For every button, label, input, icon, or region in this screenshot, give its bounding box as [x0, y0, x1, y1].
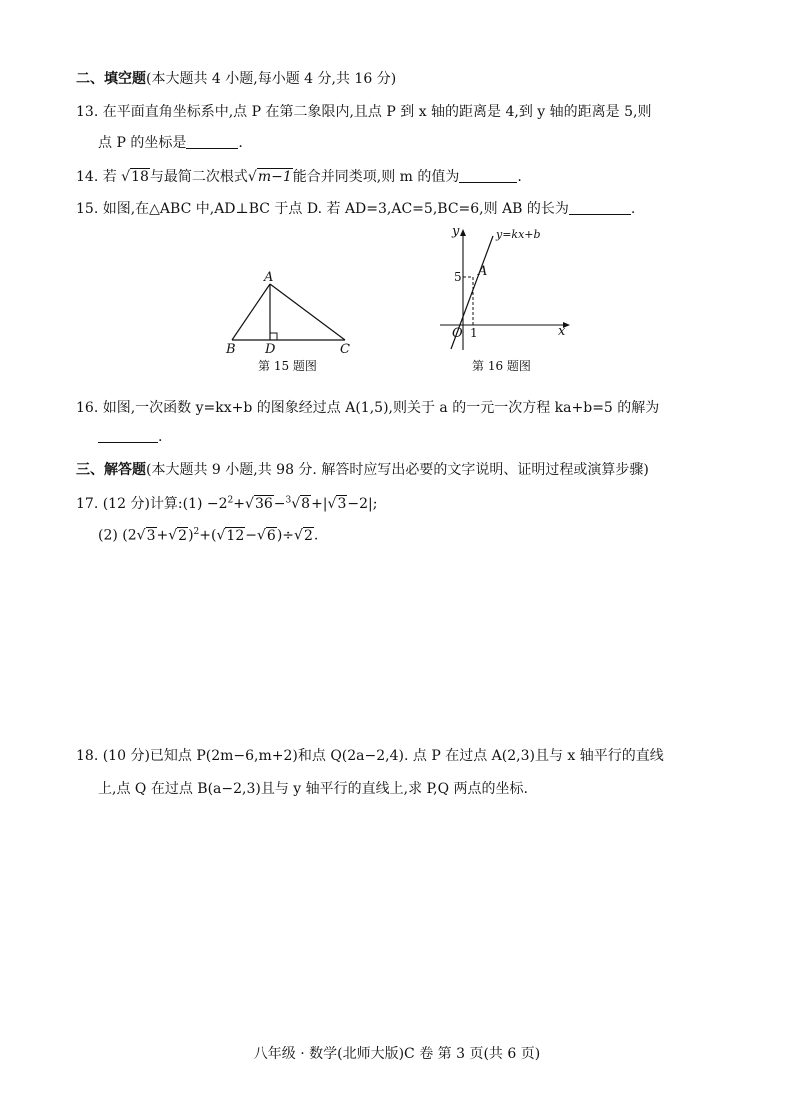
q17-p2-radicand-1: 3 — [146, 527, 156, 544]
figure-15 — [220, 270, 360, 360]
fig16-label-1: 1 — [470, 326, 478, 340]
q17-p1-radicand-1: 36 — [254, 496, 273, 512]
q17-p1-prefix: 17. (12 分)计算:(1) −2 — [76, 496, 228, 512]
q17-p1-root-index: 3 — [285, 495, 292, 506]
q14-end: . — [517, 169, 522, 185]
section3-heading: 三、解答题 — [76, 462, 146, 478]
q17-p2-plus1: + — [156, 527, 169, 544]
fig15-label-d: D — [265, 342, 276, 357]
right-angle-mark — [270, 333, 277, 340]
q14-radicand-2: m−1 — [257, 169, 292, 185]
q17-p1-minus: − — [273, 496, 286, 512]
radical-sign-icon: √ — [168, 527, 178, 544]
fig16-line-label: y=kx+b — [496, 228, 541, 241]
fig16-label-y: y — [452, 224, 460, 239]
q14-suffix: 能合并同类项,则 m 的值为 — [292, 169, 460, 185]
q17-p2-plus2: +( — [199, 527, 217, 544]
radical-sign-icon: √ — [121, 169, 131, 185]
q15-answer-blank — [569, 200, 631, 215]
y-axis-arrow-icon — [460, 229, 466, 236]
q17-p2-radicand-2: 2 — [178, 527, 188, 544]
section3-header — [76, 459, 649, 479]
q16-answer-blank — [98, 428, 158, 443]
q15-end: . — [630, 201, 636, 217]
fig16-label-o: O — [452, 326, 463, 341]
radical-sign-icon: √ — [327, 496, 337, 512]
q14-prefix: 14. 若 — [76, 169, 117, 185]
fig16-caption: 第 16 题图 — [472, 359, 531, 373]
q13-answer-blank — [186, 134, 238, 149]
q15-line — [76, 198, 635, 218]
page-footer: 八年级 · 数学(北师大版)C 卷 第 3 页(共 6 页) — [253, 1046, 541, 1062]
q17-p2-radicand-5: 2 — [303, 527, 313, 544]
q14-answer-blank — [459, 168, 517, 183]
q13-end: . — [238, 135, 243, 151]
q17-p2-close: ) — [188, 527, 194, 544]
fig16-label-a: A — [478, 264, 488, 279]
q17-p2-prefix: (2) (2 — [98, 527, 137, 544]
q17-p1-radicand-2: 8 — [301, 496, 311, 512]
radical-sign-icon: √ — [216, 527, 226, 544]
q14-radicand-1: 18 — [131, 169, 149, 185]
q17-p2-end: . — [313, 527, 319, 544]
section2-note: (本大题共 4 小题,每小题 4 分,共 16 分) — [146, 71, 397, 87]
q17-p1-abs-open: +| — [311, 496, 328, 512]
fig15-label-a: A — [264, 270, 274, 285]
q13-line1: 13. 在平面直角坐标系中,点 P 在第二象限内,且点 P 到 x 轴的距离是 4,到 y 轴的距离是 5,则 — [76, 104, 652, 120]
q17-p2-exp: 2 — [193, 527, 200, 537]
q17-p2-radicand-4: 6 — [266, 527, 276, 544]
section2-header — [76, 68, 396, 88]
q13-text: 点 P 的坐标是 — [98, 135, 187, 151]
radical-sign-icon: √ — [291, 496, 301, 512]
q17-p2-div: )÷ — [276, 527, 295, 544]
radical-sign-icon: √ — [247, 169, 257, 185]
radical-sign-icon: √ — [136, 527, 146, 544]
radical-sign-icon: √ — [245, 496, 254, 512]
q17-p2-minus: − — [245, 527, 257, 544]
fig16-label-5: 5 — [454, 270, 462, 284]
section2-heading: 二、填空题 — [76, 71, 146, 87]
q17-part1 — [76, 493, 377, 513]
q16-line2 — [98, 428, 162, 445]
radical-sign-icon: √ — [256, 527, 266, 544]
q16-end: . — [158, 429, 163, 445]
fig15-label-c: C — [340, 342, 350, 357]
q14-line — [76, 166, 522, 186]
q14-middle: 与最简二次根式 — [149, 169, 248, 185]
segment-ac — [270, 284, 345, 340]
q15-text: 15. 如图,在△ABC 中,AD⊥BC 于点 D. 若 AD=3,AC=5,BC=6,则 AB 的长为 — [76, 201, 569, 217]
radical-sign-icon: √ — [294, 527, 303, 544]
q16-line1: 16. 如图,一次函数 y=kx+b 的图象经过点 A(1,5),则关于 a 的一元一次方程 ka+b=5 的解为 — [76, 400, 660, 416]
q17-p1-exp: 2 — [227, 495, 234, 506]
figure-16 — [430, 222, 580, 354]
section3-note: (本大题共 9 小题,共 98 分. 解答时应写出必要的文字说明、证明过程或演算步骤) — [146, 462, 649, 478]
q18-line1: 18. (10 分)已知点 P(2m−6,m+2)和点 Q(2a−2,4). 点 P 在过点 A(2,3)且与 x 轴平行的直线 — [76, 748, 664, 764]
fig15-label-b: B — [226, 342, 236, 357]
q17-p1-plus: + — [233, 496, 246, 512]
fig15-caption: 第 15 题图 — [258, 359, 317, 373]
q13-line2 — [98, 132, 243, 152]
segment-ab — [232, 284, 270, 340]
q17-part2 — [98, 527, 318, 544]
q17-p1-abs-close: −2|; — [347, 496, 378, 512]
fig16-label-x: x — [558, 324, 566, 339]
q17-p1-radicand-3: 3 — [337, 496, 347, 512]
q17-p2-radicand-3: 12 — [226, 527, 245, 544]
q18-line2: 上,点 Q 在过点 B(a−2,3)且与 y 轴平行的直线上,求 P,Q 两点的坐标. — [98, 781, 528, 797]
